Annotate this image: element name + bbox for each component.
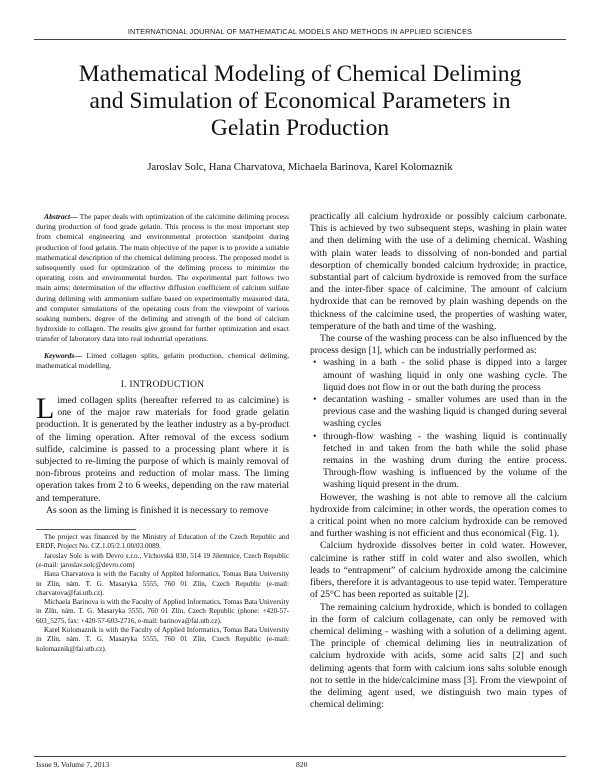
section-heading: I. INTRODUCTION — [120, 379, 205, 391]
title-line: Mathematical Modeling of Chemical Deliming — [78, 61, 522, 87]
keywords-text: Limed collagen splits, gelatin production, chemical deliming, mathematical modelling. — [36, 350, 289, 370]
abstract — [36, 212, 289, 345]
abstract-label: Abstract— — [44, 212, 78, 221]
footnote: Jaroslav Solc is with Devro s.r.o., Víchovská 830, 514 19 Jilemnice, Czech Republic (e-mail: jaroslav.solc@devro.com) — [36, 551, 289, 569]
right-paragraph-5: The remaining calcium hydroxide, which is bonded to collagen in the form of calcium collagenate, can only be removed with chemical deliming - washing with a solution of a deliming agent. The principle of chemical deliming lies in neutralization of calcium hydroxide with acids, some acid salts [2] and such deliming agents that form with calcium ions salts soluble enough not to settle in the hide/calcimine mass [3]. From the viewpoint of the deliming agent used, we distinguish two main types of chemical deliming: — [310, 601, 567, 711]
right-paragraph-2: The course of the washing process can be also influenced by the process design [1], which can be industrially performed as: — [310, 333, 567, 357]
title-line: and Simulation of Economical Parameters in — [89, 88, 511, 114]
footer-rule — [34, 756, 566, 757]
right-paragraph-4: Calcium hydroxide dissolves better in cold water. However, calcimine is rather stiff in cold water and also swollen, which leads to “entrapment” of calcium hydroxide among the calcimine fibers, therefore it is advantageous to use tepid water. Temperature of 25°C has been reported as suitable [2]. — [310, 540, 567, 601]
header-rule — [34, 39, 566, 40]
left-column — [36, 212, 289, 654]
authors: Jaroslav Solc, Hana Charvatova, Michaela Barinova, Karel Kolomaznik — [147, 162, 453, 173]
page-number: 820 — [296, 760, 308, 769]
right-paragraph-3: However, the washing is not able to remove all the calcium hydroxide from calcimine; in other words, the operation comes to a critical point when no more calcium hydroxide can be removed and further washing is not efficient and thus economical (Fig. 1). — [310, 491, 567, 540]
footnotes — [36, 533, 289, 654]
footnote: The project was financed by the Ministry of Education of the Czech Republic and ERDF, Project No. CZ.1.05/2.1.00/03.0089. — [36, 533, 289, 551]
keywords-label: Keywords— — [44, 350, 82, 360]
journal-header: INTERNATIONAL JOURNAL OF MATHEMATICAL MODELS AND METHODS IN APPLIED SCIENCES — [127, 27, 473, 36]
list-item: • washing in a bath - the solid phase is dipped into a larger amount of washing liquid in only one washing cycle. The liquid does not flow in or out the bath during the process — [310, 357, 567, 394]
dropcap: L — [36, 392, 55, 426]
issue-info: Issue 9, Volume 7, 2013 — [36, 760, 110, 769]
footnote: Michaela Barinova is with the Faculty of Applied Informatics, Tomas Bata University in Zlín, nám. T. G. Masaryka 5555, 760 01 Zlín, Czech Republic (phone: +420-57-603_5275, fax: +420-57-603-2716, e-mail: barinova@fai.utb.cz). — [36, 598, 289, 625]
washing-methods-list — [310, 357, 567, 491]
title-line: Gelatin Production — [210, 115, 390, 141]
footnote: Karel Kolomaznik is with the Faculty of Applied Informatics, Tomas Bata University in Zlín, nám. T. G. Masaryka 5555, 760 01 Zlín, Czech Republic (e-mail: kolomaznik@fai.utb.cz). — [36, 626, 289, 653]
paper-title — [40, 61, 560, 142]
abstract-text: The paper deals with optimization of the calcimine deliming process during production of food grade gelatin. This process is the most important step from chemical engineering and environmental protection standpoint during production of food gelatin. The main objective of the paper is to provide a suitable mathematical description of the chemical deliming process. The proposed model is subsequently used for optimization of the deliming process to minimize the operating costs and environmental burden. The experimental part follows two main aims: determination of the effective diffusion coefficient of calcium sulfate during deliming with ammonium sulfate based on experimentally measured data, and computer simulations of the operating costs from the viewpoint of various soaking numbers, degree of the deliming and strength of the bond of calcium hydroxide to collagen. The results give ground for further optimization and exact transfer of laboratory data into real industrial operations. — [36, 212, 289, 344]
intro-body — [36, 392, 289, 517]
right-column — [310, 211, 567, 711]
footnote: Hana Charvatova is with the Faculty of Applied Informatics, Tomas Bata University in Zlín, nám. T. G. Masaryka 5555, 760 01 Zlín, Czech Republic (e-mail: charvatova@fai.utb.cz). — [36, 570, 289, 597]
list-item: • decantation washing - smaller volumes are used than in the previous case and the washing liquid is changed during several washing cycles — [310, 394, 567, 431]
intro-paragraph-1: imed collagen splits (hereafter referred to as calcimine) is one of the major raw materials for food grade gelatin production. It is generated by the leather industry as a by-product of the liming operation. After removal of the excess sodium sulfide, calcimine is passed to a processing plant where it is subjected to re-liming the purpose of which is mainly removal of non-fibrous proteins and reduction of molar mass. The liming operation takes from 2 to 6 weeks, depending on the raw material and temperature. — [36, 395, 289, 504]
intro-paragraph-2: As soon as the liming is finished it is necessary to remove — [46, 504, 269, 516]
keywords — [36, 351, 289, 371]
footnote-rule — [36, 529, 136, 530]
list-item: • through-flow washing - the washing liquid is continually fetched in and taken from the bath while the solid phase remains in the washing drum during the entire process. Through-flow washing is influenced by the volume of the washing liquid present in the drum. — [310, 431, 567, 492]
right-paragraph-1: practically all calcium hydroxide or possibly calcium carbonate. This is achieved by two subsequent steps, washing in plain water and then deliming with the use of a deliming chemical. Washing with plain water leads to dissolving of non-bonded and partial desorption of chemically bonded calcium hydroxide; in practice, substantial part of calcium hydroxide is removed from the surface and the inter-fiber space of calcimine. The amount of calcium hydroxide that can be removed by plain washing depends on the thickness of the calcimine used, the properties of washing water, temperature of the bath and time of the washing. — [310, 211, 567, 332]
